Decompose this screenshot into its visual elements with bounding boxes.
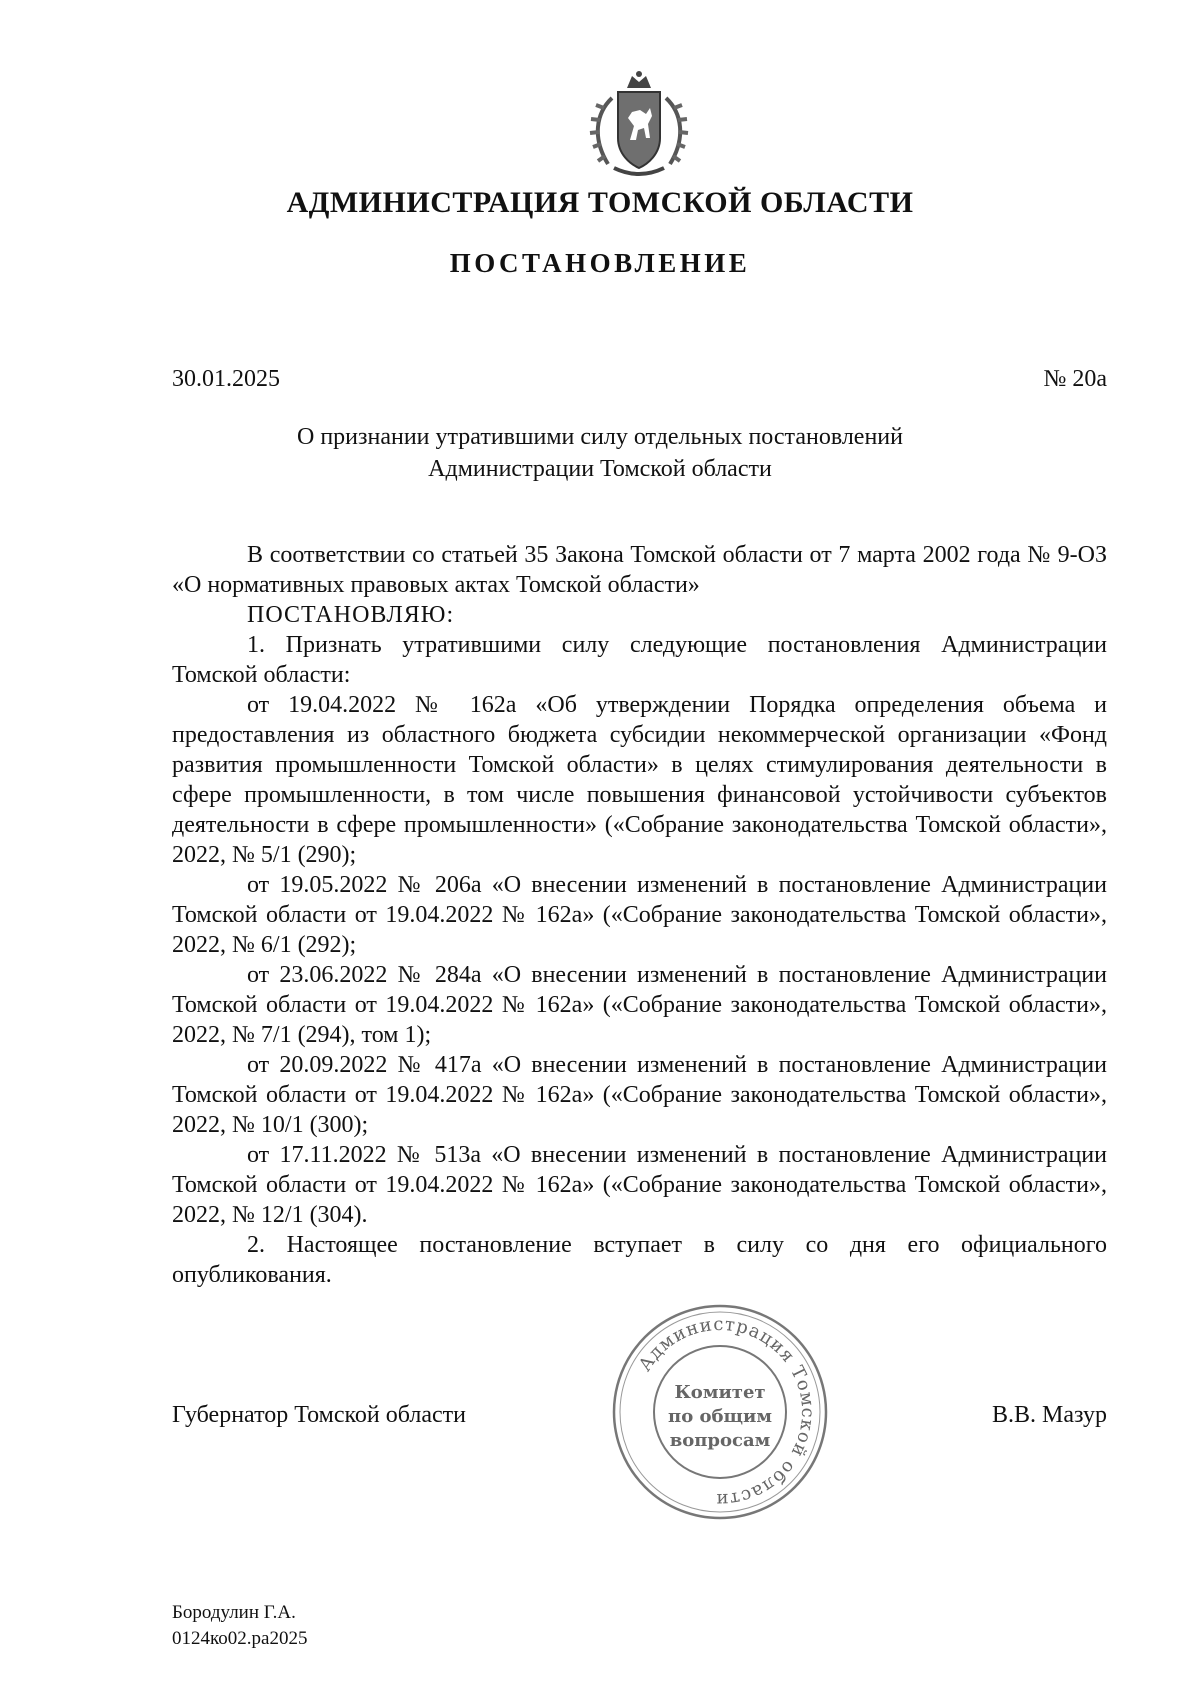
repealed-act-5: от 17.11.2022 № 513а «О внесении изменений в постановление Администрации Томской области от 19.04.2022 № 162а» («Собрание законодательства Томской области», 2022, № 12/1 (304).: [172, 1142, 1107, 1228]
organization-title: АДМИНИСТРАЦИЯ ТОМСКОЙ ОБЛАСТИ: [286, 186, 914, 219]
clause-1: 1. Признать утратившими силу следующие постановления Администрации Томской области:: [172, 632, 1107, 688]
stamp-center-line-2: по общим: [668, 1406, 772, 1427]
official-stamp: [610, 1302, 830, 1522]
repealed-act-1: от 19.04.2022 № 162а «Об утверждении Порядка определения объема и предоставления из областного бюджета субсидии некоммерческой организации «Фонд развития промышленности Томской области» в целях стимулирования деятельности в сфере промышленности, в том числе повышения финансовой устойчивости субъектов деятельности в сфере промышленности» («Собрание законодательства Томской области», 2022, № 5/1 (290);: [172, 692, 1107, 868]
decree-word: ПОСТАНОВЛЯЮ:: [247, 602, 455, 628]
executor-info: [172, 1600, 307, 1652]
clause-2: 2. Настоящее постановление вступает в силу со дня его официального опубликования.: [172, 1232, 1107, 1288]
subject-line-2: Администрации Томской области: [428, 456, 772, 482]
signatory-position: Губернатор Томской области: [172, 1402, 466, 1428]
repealed-act-4: от 20.09.2022 № 417а «О внесении изменений в постановление Администрации Томской области от 19.04.2022 № 162а» («Собрание законодательства Томской области», 2022, № 10/1 (300);: [172, 1052, 1107, 1138]
repealed-act-3: от 23.06.2022 № 284а «О внесении изменений в постановление Администрации Томской области от 19.04.2022 № 162а» («Собрание законодательства Томской области», 2022, № 7/1 (294), том 1);: [172, 962, 1107, 1048]
repealed-act-2: от 19.05.2022 № 206а «О внесении изменений в постановление Администрации Томской области от 19.04.2022 № 162а» («Собрание законодательства Томской области», 2022, № 6/1 (292);: [172, 872, 1107, 958]
coat-of-arms-icon: [582, 68, 696, 180]
document-subject: [0, 421, 1200, 485]
document-body: [172, 540, 1107, 1290]
stamp-center-line-3: вопросам: [669, 1430, 771, 1451]
executor-name: Бородулин Г.А.: [172, 1602, 296, 1623]
stamp-ring-text: Администрация Томской области: [634, 1313, 819, 1511]
stamp-center-line-1: Комитет: [674, 1382, 766, 1403]
document-code: 0124ко02.ра2025: [172, 1628, 308, 1649]
subject-line-1: О признании утратившими силу отдельных постановлений: [297, 424, 903, 450]
document-number: № 20а: [1043, 366, 1107, 392]
preamble-paragraph: В соответствии со статьей 35 Закона Томской области от 7 марта 2002 года № 9-ОЗ «О нормативных правовых актах Томской области»: [172, 542, 1107, 598]
signatory-name: В.В. Мазур: [992, 1402, 1107, 1428]
document-date: 30.01.2025: [172, 366, 280, 392]
document-type: ПОСТАНОВЛЕНИЕ: [449, 248, 751, 278]
